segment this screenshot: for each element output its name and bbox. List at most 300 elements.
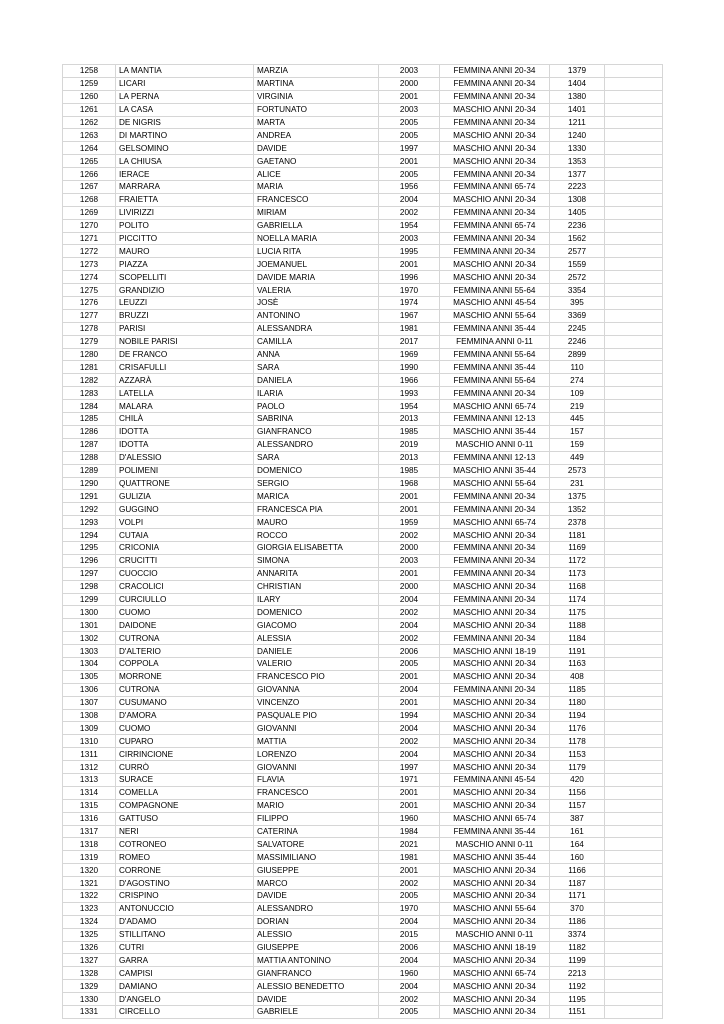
row-number: 1319 [63,851,116,864]
category-cell: FEMMINA ANNI 55-64 [440,374,550,387]
empty-cell [605,890,663,903]
first-name-cell: FRANCESCA PIA [254,503,379,516]
bib-number-cell: 109 [550,387,605,400]
row-number: 1310 [63,735,116,748]
table-row [63,103,663,116]
category-cell: MASCHIO ANNI 0-11 [440,928,550,941]
birth-year-cell: 2004 [379,722,440,735]
table-row [63,425,663,438]
table-row [63,580,663,593]
table-row [63,258,663,271]
category-cell: FEMMINA ANNI 20-34 [440,387,550,400]
row-number: 1260 [63,90,116,103]
birth-year-cell: 2013 [379,413,440,426]
birth-year-cell: 2013 [379,451,440,464]
category-cell: FEMMINA ANNI 20-34 [440,567,550,580]
surname-cell: LIVIRIZZI [116,206,254,219]
surname-cell: LICARI [116,77,254,90]
surname-cell: CUOCCIO [116,567,254,580]
first-name-cell: JOSÈ [254,297,379,310]
first-name-cell: CATERINA [254,825,379,838]
row-number: 1278 [63,322,116,335]
first-name-cell: MIRIAM [254,206,379,219]
empty-cell [605,297,663,310]
surname-cell: VOLPI [116,516,254,529]
row-number: 1328 [63,967,116,980]
surname-cell: MORRONE [116,670,254,683]
row-number: 1329 [63,980,116,993]
first-name-cell: MASSIMILIANO [254,851,379,864]
empty-cell [605,155,663,168]
birth-year-cell: 2000 [379,580,440,593]
row-number: 1258 [63,65,116,78]
row-number: 1322 [63,890,116,903]
category-cell: MASCHIO ANNI 20-34 [440,890,550,903]
surname-cell: DI MARTINO [116,129,254,142]
category-cell: MASCHIO ANNI 20-34 [440,271,550,284]
birth-year-cell: 1954 [379,400,440,413]
first-name-cell: ANNARITA [254,567,379,580]
first-name-cell: LORENZO [254,748,379,761]
empty-cell [605,541,663,554]
birth-year-cell: 2001 [379,696,440,709]
surname-cell: CRICONIA [116,541,254,554]
category-cell: MASCHIO ANNI 20-34 [440,915,550,928]
results-table [62,64,663,1019]
surname-cell: NERI [116,825,254,838]
empty-cell [605,799,663,812]
row-number: 1272 [63,245,116,258]
empty-cell [605,168,663,181]
first-name-cell: DOMENICO [254,606,379,619]
birth-year-cell: 2017 [379,335,440,348]
bib-number-cell: 370 [550,902,605,915]
first-name-cell: ANDREA [254,129,379,142]
surname-cell: SURACE [116,773,254,786]
bib-number-cell: 1179 [550,761,605,774]
empty-cell [605,838,663,851]
table-row [63,773,663,786]
table-row [63,645,663,658]
category-cell: FEMMINA ANNI 20-34 [440,90,550,103]
table-row [63,77,663,90]
empty-cell [605,967,663,980]
table-row [63,877,663,890]
row-number: 1311 [63,748,116,761]
category-cell: FEMMINA ANNI 55-64 [440,348,550,361]
empty-cell [605,335,663,348]
birth-year-cell: 2002 [379,877,440,890]
empty-cell [605,529,663,542]
birth-year-cell: 2003 [379,65,440,78]
category-cell: MASCHIO ANNI 20-34 [440,529,550,542]
table-row [63,657,663,670]
surname-cell: MAURO [116,245,254,258]
row-number: 1315 [63,799,116,812]
empty-cell [605,619,663,632]
category-cell: FEMMINA ANNI 20-34 [440,245,550,258]
birth-year-cell: 1970 [379,902,440,915]
first-name-cell: ANTONINO [254,309,379,322]
first-name-cell: GIORGIA ELISABETTA [254,541,379,554]
empty-cell [605,516,663,529]
bib-number-cell: 274 [550,374,605,387]
birth-year-cell: 1956 [379,181,440,194]
table-row [63,413,663,426]
first-name-cell: ANNA [254,348,379,361]
category-cell: MASCHIO ANNI 20-34 [440,799,550,812]
bib-number-cell: 1173 [550,567,605,580]
table-row [63,297,663,310]
birth-year-cell: 2001 [379,503,440,516]
row-number: 1303 [63,645,116,658]
first-name-cell: SIMONA [254,554,379,567]
row-number: 1288 [63,451,116,464]
row-number: 1284 [63,400,116,413]
surname-cell: BRUZZI [116,309,254,322]
row-number: 1314 [63,786,116,799]
category-cell: MASCHIO ANNI 20-34 [440,709,550,722]
row-number: 1324 [63,915,116,928]
first-name-cell: MARTINA [254,77,379,90]
empty-cell [605,387,663,400]
row-number: 1277 [63,309,116,322]
birth-year-cell: 2004 [379,748,440,761]
first-name-cell: GIANFRANCO [254,967,379,980]
empty-cell [605,941,663,954]
birth-year-cell: 1997 [379,761,440,774]
first-name-cell: DANIELA [254,374,379,387]
birth-year-cell: 2002 [379,206,440,219]
table-row [63,142,663,155]
first-name-cell: FORTUNATO [254,103,379,116]
bib-number-cell: 2245 [550,322,605,335]
table-row [63,206,663,219]
row-number: 1295 [63,541,116,554]
first-name-cell: GABRIELE [254,1006,379,1019]
table-row [63,271,663,284]
table-row [63,116,663,129]
empty-cell [605,181,663,194]
table-row [63,567,663,580]
first-name-cell: CAMILLA [254,335,379,348]
bib-number-cell: 1194 [550,709,605,722]
first-name-cell: SERGIO [254,477,379,490]
row-number: 1268 [63,193,116,206]
bib-number-cell: 1175 [550,606,605,619]
row-number: 1307 [63,696,116,709]
category-cell: MASCHIO ANNI 20-34 [440,954,550,967]
empty-cell [605,709,663,722]
first-name-cell: ALICE [254,168,379,181]
row-number: 1266 [63,168,116,181]
table-row [63,193,663,206]
first-name-cell: MAURO [254,516,379,529]
row-number: 1304 [63,657,116,670]
bib-number-cell: 1352 [550,503,605,516]
empty-cell [605,451,663,464]
row-number: 1285 [63,413,116,426]
category-cell: FEMMINA ANNI 20-34 [440,65,550,78]
row-number: 1271 [63,232,116,245]
empty-cell [605,219,663,232]
surname-cell: CORRONE [116,864,254,877]
table-row [63,65,663,78]
surname-cell: GELSOMINO [116,142,254,155]
table-row [63,90,663,103]
bib-number-cell: 1171 [550,890,605,903]
empty-cell [605,309,663,322]
surname-cell: GRANDIZIO [116,284,254,297]
empty-cell [605,580,663,593]
row-number: 1291 [63,490,116,503]
birth-year-cell: 1968 [379,477,440,490]
birth-year-cell: 1974 [379,297,440,310]
table-row [63,941,663,954]
empty-cell [605,812,663,825]
surname-cell: CUTRONA [116,632,254,645]
empty-cell [605,374,663,387]
empty-cell [605,567,663,580]
first-name-cell: ALESSANDRA [254,322,379,335]
empty-cell [605,902,663,915]
surname-cell: COMPAGNONE [116,799,254,812]
first-name-cell: MARCO [254,877,379,890]
row-number: 1275 [63,284,116,297]
empty-cell [605,722,663,735]
surname-cell: D'ANGELO [116,993,254,1006]
empty-cell [605,425,663,438]
birth-year-cell: 2004 [379,593,440,606]
row-number: 1293 [63,516,116,529]
birth-year-cell: 2005 [379,168,440,181]
table-row [63,451,663,464]
first-name-cell: VALERIO [254,657,379,670]
first-name-cell: GIANFRANCO [254,425,379,438]
surname-cell: CUTAIA [116,529,254,542]
bib-number-cell: 1180 [550,696,605,709]
empty-cell [605,864,663,877]
surname-cell: GATTUSO [116,812,254,825]
bib-number-cell: 1559 [550,258,605,271]
birth-year-cell: 2021 [379,838,440,851]
birth-year-cell: 1993 [379,387,440,400]
first-name-cell: FLAVIA [254,773,379,786]
category-cell: MASCHIO ANNI 20-34 [440,258,550,271]
surname-cell: DAIDONE [116,619,254,632]
bib-number-cell: 1405 [550,206,605,219]
row-number: 1309 [63,722,116,735]
birth-year-cell: 2004 [379,193,440,206]
table-row [63,606,663,619]
category-cell: MASCHIO ANNI 20-34 [440,129,550,142]
category-cell: MASCHIO ANNI 65-74 [440,967,550,980]
table-row [63,735,663,748]
row-number: 1273 [63,258,116,271]
bib-number-cell: 395 [550,297,605,310]
category-cell: FEMMINA ANNI 20-34 [440,593,550,606]
empty-cell [605,928,663,941]
table-row [63,683,663,696]
empty-cell [605,735,663,748]
row-number: 1261 [63,103,116,116]
category-cell: MASCHIO ANNI 0-11 [440,438,550,451]
birth-year-cell: 2005 [379,1006,440,1019]
birth-year-cell: 2002 [379,529,440,542]
bib-number-cell: 1184 [550,632,605,645]
birth-year-cell: 2002 [379,606,440,619]
bib-number-cell: 159 [550,438,605,451]
empty-cell [605,606,663,619]
category-cell: MASCHIO ANNI 20-34 [440,761,550,774]
empty-cell [605,645,663,658]
birth-year-cell: 1960 [379,812,440,825]
birth-year-cell: 1970 [379,284,440,297]
first-name-cell: FRANCESCO PIO [254,670,379,683]
bib-number-cell: 1401 [550,103,605,116]
first-name-cell: FRANCESCO [254,193,379,206]
category-cell: MASCHIO ANNI 20-34 [440,864,550,877]
table-row [63,348,663,361]
bib-number-cell: 1156 [550,786,605,799]
first-name-cell: DANIELE [254,645,379,658]
empty-cell [605,477,663,490]
surname-cell: LA MANTIA [116,65,254,78]
birth-year-cell: 1971 [379,773,440,786]
empty-cell [605,954,663,967]
surname-cell: CRUCITTI [116,554,254,567]
surname-cell: DE FRANCO [116,348,254,361]
category-cell: MASCHIO ANNI 55-64 [440,477,550,490]
bib-number-cell: 1178 [550,735,605,748]
first-name-cell: FILIPPO [254,812,379,825]
empty-cell [605,993,663,1006]
table-row [63,168,663,181]
bib-number-cell: 445 [550,413,605,426]
category-cell: MASCHIO ANNI 35-44 [440,851,550,864]
table-row [63,748,663,761]
birth-year-cell: 1994 [379,709,440,722]
row-number: 1280 [63,348,116,361]
row-number: 1312 [63,761,116,774]
surname-cell: DAMIANO [116,980,254,993]
row-number: 1330 [63,993,116,1006]
surname-cell: D'AGOSTINO [116,877,254,890]
bib-number-cell: 1186 [550,915,605,928]
table-row [63,670,663,683]
category-cell: FEMMINA ANNI 20-34 [440,554,550,567]
table-row [63,438,663,451]
bib-number-cell: 231 [550,477,605,490]
table-row [63,928,663,941]
bib-number-cell: 387 [550,812,605,825]
category-cell: MASCHIO ANNI 45-54 [440,297,550,310]
table-row [63,477,663,490]
first-name-cell: PASQUALE PIO [254,709,379,722]
row-number: 1276 [63,297,116,310]
table-row [63,503,663,516]
birth-year-cell: 2019 [379,438,440,451]
row-number: 1301 [63,619,116,632]
first-name-cell: ALESSIA [254,632,379,645]
surname-cell: D'ALESSIO [116,451,254,464]
table-row [63,851,663,864]
birth-year-cell: 1960 [379,967,440,980]
empty-cell [605,1006,663,1019]
surname-cell: LA PERNA [116,90,254,103]
birth-year-cell: 1997 [379,142,440,155]
birth-year-cell: 2003 [379,103,440,116]
row-number: 1306 [63,683,116,696]
first-name-cell: GAETANO [254,155,379,168]
row-number: 1300 [63,606,116,619]
surname-cell: PICCITTO [116,232,254,245]
surname-cell: LEUZZI [116,297,254,310]
bib-number-cell: 1377 [550,168,605,181]
bib-number-cell: 1174 [550,593,605,606]
birth-year-cell: 2001 [379,490,440,503]
surname-cell: CUPARO [116,735,254,748]
table-row [63,696,663,709]
empty-cell [605,271,663,284]
table-row [63,786,663,799]
category-cell: MASCHIO ANNI 18-19 [440,941,550,954]
bib-number-cell: 1353 [550,155,605,168]
table-row [63,864,663,877]
surname-cell: CUSUMANO [116,696,254,709]
category-cell: MASCHIO ANNI 20-34 [440,670,550,683]
first-name-cell: DAVIDE [254,142,379,155]
table-row [63,761,663,774]
row-number: 1297 [63,567,116,580]
birth-year-cell: 2003 [379,232,440,245]
birth-year-cell: 2003 [379,554,440,567]
first-name-cell: NOELLA MARIA [254,232,379,245]
first-name-cell: GIOVANNA [254,683,379,696]
bib-number-cell: 1308 [550,193,605,206]
row-number: 1290 [63,477,116,490]
row-number: 1313 [63,773,116,786]
row-number: 1294 [63,529,116,542]
row-number: 1308 [63,709,116,722]
category-cell: FEMMINA ANNI 65-74 [440,219,550,232]
category-cell: MASCHIO ANNI 55-64 [440,902,550,915]
surname-cell: CRACOLICI [116,580,254,593]
category-cell: MASCHIO ANNI 20-34 [440,722,550,735]
category-cell: MASCHIO ANNI 20-34 [440,657,550,670]
empty-cell [605,980,663,993]
category-cell: MASCHIO ANNI 20-34 [440,696,550,709]
birth-year-cell: 2004 [379,915,440,928]
birth-year-cell: 2002 [379,632,440,645]
bib-number-cell: 1182 [550,941,605,954]
table-row [63,155,663,168]
birth-year-cell: 1985 [379,464,440,477]
birth-year-cell: 2001 [379,670,440,683]
bib-number-cell: 2213 [550,967,605,980]
category-cell: FEMMINA ANNI 35-44 [440,322,550,335]
first-name-cell: MARZIA [254,65,379,78]
row-number: 1331 [63,1006,116,1019]
empty-cell [605,90,663,103]
first-name-cell: SARA [254,361,379,374]
surname-cell: DE NIGRIS [116,116,254,129]
empty-cell [605,593,663,606]
category-cell: MASCHIO ANNI 65-74 [440,812,550,825]
surname-cell: D'ALTERIO [116,645,254,658]
birth-year-cell: 1981 [379,851,440,864]
row-number: 1279 [63,335,116,348]
